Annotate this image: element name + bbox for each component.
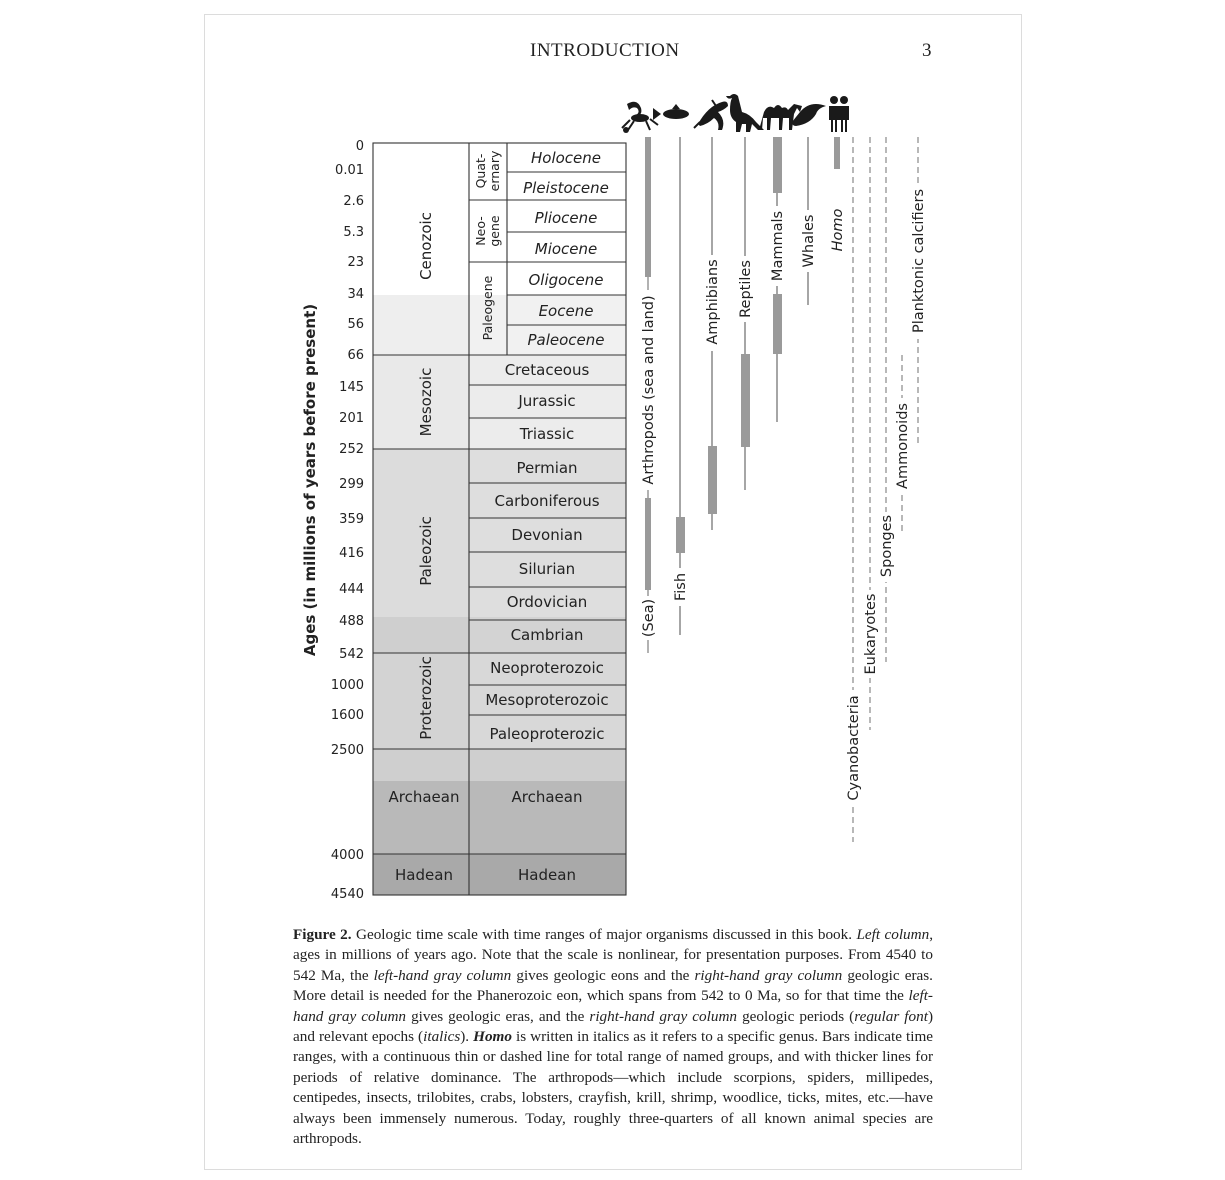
subperiod-neogene-1: Neo-	[473, 216, 488, 246]
age-tick: 542	[339, 647, 364, 662]
age-tick: 444	[339, 582, 364, 597]
age-tick: 1000	[330, 678, 364, 693]
whale-icon	[792, 104, 826, 126]
mammals-dominance-bar-1	[773, 137, 782, 193]
age-tick: 416	[339, 546, 364, 561]
caption-text: is written in italics as it refers to a specific genus. Bars indicate time ranges, with a continuous thin or dashed line for total range of named groups, and with thicker lines for periods of relative dominance. The arthropods—which include scorpions, spiders, millipedes, centipedes, insects, trilobites, crabs, lobsters, crayfish, krill, shrimp, woodlice, ticks, mites, etc.—have always been immensely numerous. Today, roughly three-quarters of all known animal species are arthropods.	[293, 1028, 933, 1148]
figure-caption	[293, 925, 933, 1149]
era-paleozoic: Paleozoic	[417, 516, 435, 586]
eon-proterozoic: Proterozoic	[417, 656, 435, 740]
age-tick: 4000	[330, 848, 364, 863]
organism-labels	[640, 183, 927, 806]
label-homo: Homo	[830, 208, 846, 252]
era-archaean: Archaean	[511, 788, 583, 806]
subperiod-quaternary-2: ernary	[487, 150, 502, 192]
era-cenozoic: Cenozoic	[417, 212, 435, 280]
era-mesoproterozoic: Mesoproterozoic	[485, 691, 609, 709]
epoch-pleistocene: Pleistocene	[523, 179, 609, 197]
epoch-paleocene: Paleocene	[527, 331, 605, 349]
page-number: 3	[922, 40, 932, 61]
camel-icon	[759, 104, 798, 130]
label-reptiles: Reptiles	[738, 260, 754, 318]
scorpion-icon	[622, 102, 658, 133]
label-fish: Fish	[673, 572, 689, 602]
age-tick: 359	[339, 512, 364, 527]
age-tick: 0	[355, 139, 364, 154]
running-head: INTRODUCTION	[530, 40, 680, 61]
age-tick: 66	[347, 348, 364, 363]
arthropods-dominance-bar	[645, 137, 651, 277]
age-tick: 2.6	[343, 194, 364, 209]
period-triassic: Triassic	[519, 425, 575, 443]
homo-range-bar	[834, 137, 840, 169]
amphibian-icon	[694, 100, 728, 130]
eon-hadean: Hadean	[395, 866, 453, 884]
epoch-holocene: Holocene	[530, 149, 602, 167]
epoch-miocene: Miocene	[534, 240, 598, 258]
caption-italic: left-hand gray column	[373, 966, 512, 984]
dinosaur-icon	[726, 94, 764, 132]
age-tick: 34	[347, 287, 364, 302]
period-jurassic: Jurassic	[518, 392, 576, 410]
label-sponges: Sponges	[879, 514, 895, 578]
period-devonian: Devonian	[511, 526, 583, 544]
epoch-eocene: Eocene	[538, 302, 594, 320]
caption-italic: right-hand gray column	[694, 966, 843, 984]
subperiod-quaternary-1: Quat-	[473, 153, 488, 189]
caption-label: Figure 2.	[293, 926, 352, 943]
age-tick: 145	[339, 380, 364, 395]
period-cambrian: Cambrian	[510, 626, 584, 644]
age-tick: 299	[339, 477, 364, 492]
age-tick: 252	[339, 442, 364, 457]
caption-text: geologic periods (	[737, 1007, 855, 1025]
caption-italic: left-hand gray column	[293, 987, 933, 1025]
label-sea: (Sea)	[641, 598, 657, 638]
age-tick: 201	[339, 411, 364, 426]
caption-italic: Left column	[856, 926, 930, 943]
age-tick: 23	[347, 255, 364, 270]
organism-silhouettes	[622, 94, 849, 133]
era-neoproterozoic: Neoproterozoic	[490, 659, 604, 677]
epoch-pliocene: Pliocene	[534, 209, 598, 227]
age-tick: 0.01	[335, 163, 364, 178]
caption-text: , ages in millions of years ago. Note that the scale is nonlinear, for presentation purposes. From 4540 to 542 Ma, the	[293, 926, 934, 984]
caption-homo: Homo	[473, 1028, 512, 1046]
label-planktonic-calcifiers: Planktonic calcifiers	[911, 188, 927, 334]
eon-archaean: Archaean	[388, 788, 460, 806]
fish-icon	[653, 104, 689, 120]
label-eukaryotes: Eukaryotes	[863, 593, 879, 675]
mammals-dominance-bar-2	[773, 294, 782, 354]
label-arthropods: Arthropods (sea and land)	[641, 295, 657, 485]
human-icon	[829, 96, 849, 132]
period-cretaceous: Cretaceous	[504, 361, 590, 379]
label-whales: Whales	[801, 214, 817, 268]
caption-text: gives geologic eras, and the	[406, 1007, 590, 1025]
period-permian: Permian	[516, 459, 578, 477]
caption-text: gives geologic eons and the	[511, 966, 695, 984]
reptiles-dominance-bar	[741, 354, 750, 447]
arthropods-sea-bar	[645, 498, 651, 590]
period-silurian: Silurian	[518, 560, 576, 578]
caption-text: geologic eras. More detail is needed for the Phanerozoic eon, which spans from 542 to 0 Ma, so for that time the	[293, 966, 933, 1005]
age-tick: 2500	[330, 743, 364, 758]
label-amphibians: Amphibians	[705, 259, 721, 345]
period-ordovician: Ordovician	[506, 593, 588, 611]
era-hadean: Hadean	[518, 866, 576, 884]
age-tick: 5.3	[343, 225, 364, 240]
y-axis-title: Ages (in millions of years before present)	[301, 303, 319, 657]
age-tick: 488	[339, 614, 364, 629]
caption-italic: right-hand gray column	[589, 1007, 738, 1025]
caption-text: Geologic time scale with time ranges of major organisms discussed in this book.	[351, 926, 857, 943]
label-mammals: Mammals	[770, 210, 786, 282]
age-tick: 56	[347, 317, 364, 332]
age-tick: 4540	[330, 887, 364, 902]
caption-text: ) and relevant epochs (	[293, 1007, 933, 1046]
era-paleoproterozoic: Paleoproterozic	[489, 725, 605, 743]
amphibians-dominance-bar	[708, 446, 717, 514]
age-ticks	[331, 139, 364, 902]
label-cyanobacteria: Cyanobacteria	[846, 695, 862, 801]
subperiod-neogene-2: gene	[487, 215, 502, 247]
age-tick: 1600	[330, 708, 364, 723]
caption-italic: italics	[423, 1028, 461, 1046]
epoch-oligocene: Oligocene	[528, 271, 604, 289]
label-ammonoids: Ammonoids	[895, 403, 911, 489]
period-carboniferous: Carboniferous	[494, 492, 600, 510]
caption-italic: regular font	[854, 1007, 928, 1025]
subperiod-paleogene: Paleogene	[480, 275, 495, 341]
caption-text: ).	[460, 1028, 474, 1046]
era-mesozoic: Mesozoic	[417, 367, 435, 437]
fish-dominance-bar	[676, 517, 685, 553]
